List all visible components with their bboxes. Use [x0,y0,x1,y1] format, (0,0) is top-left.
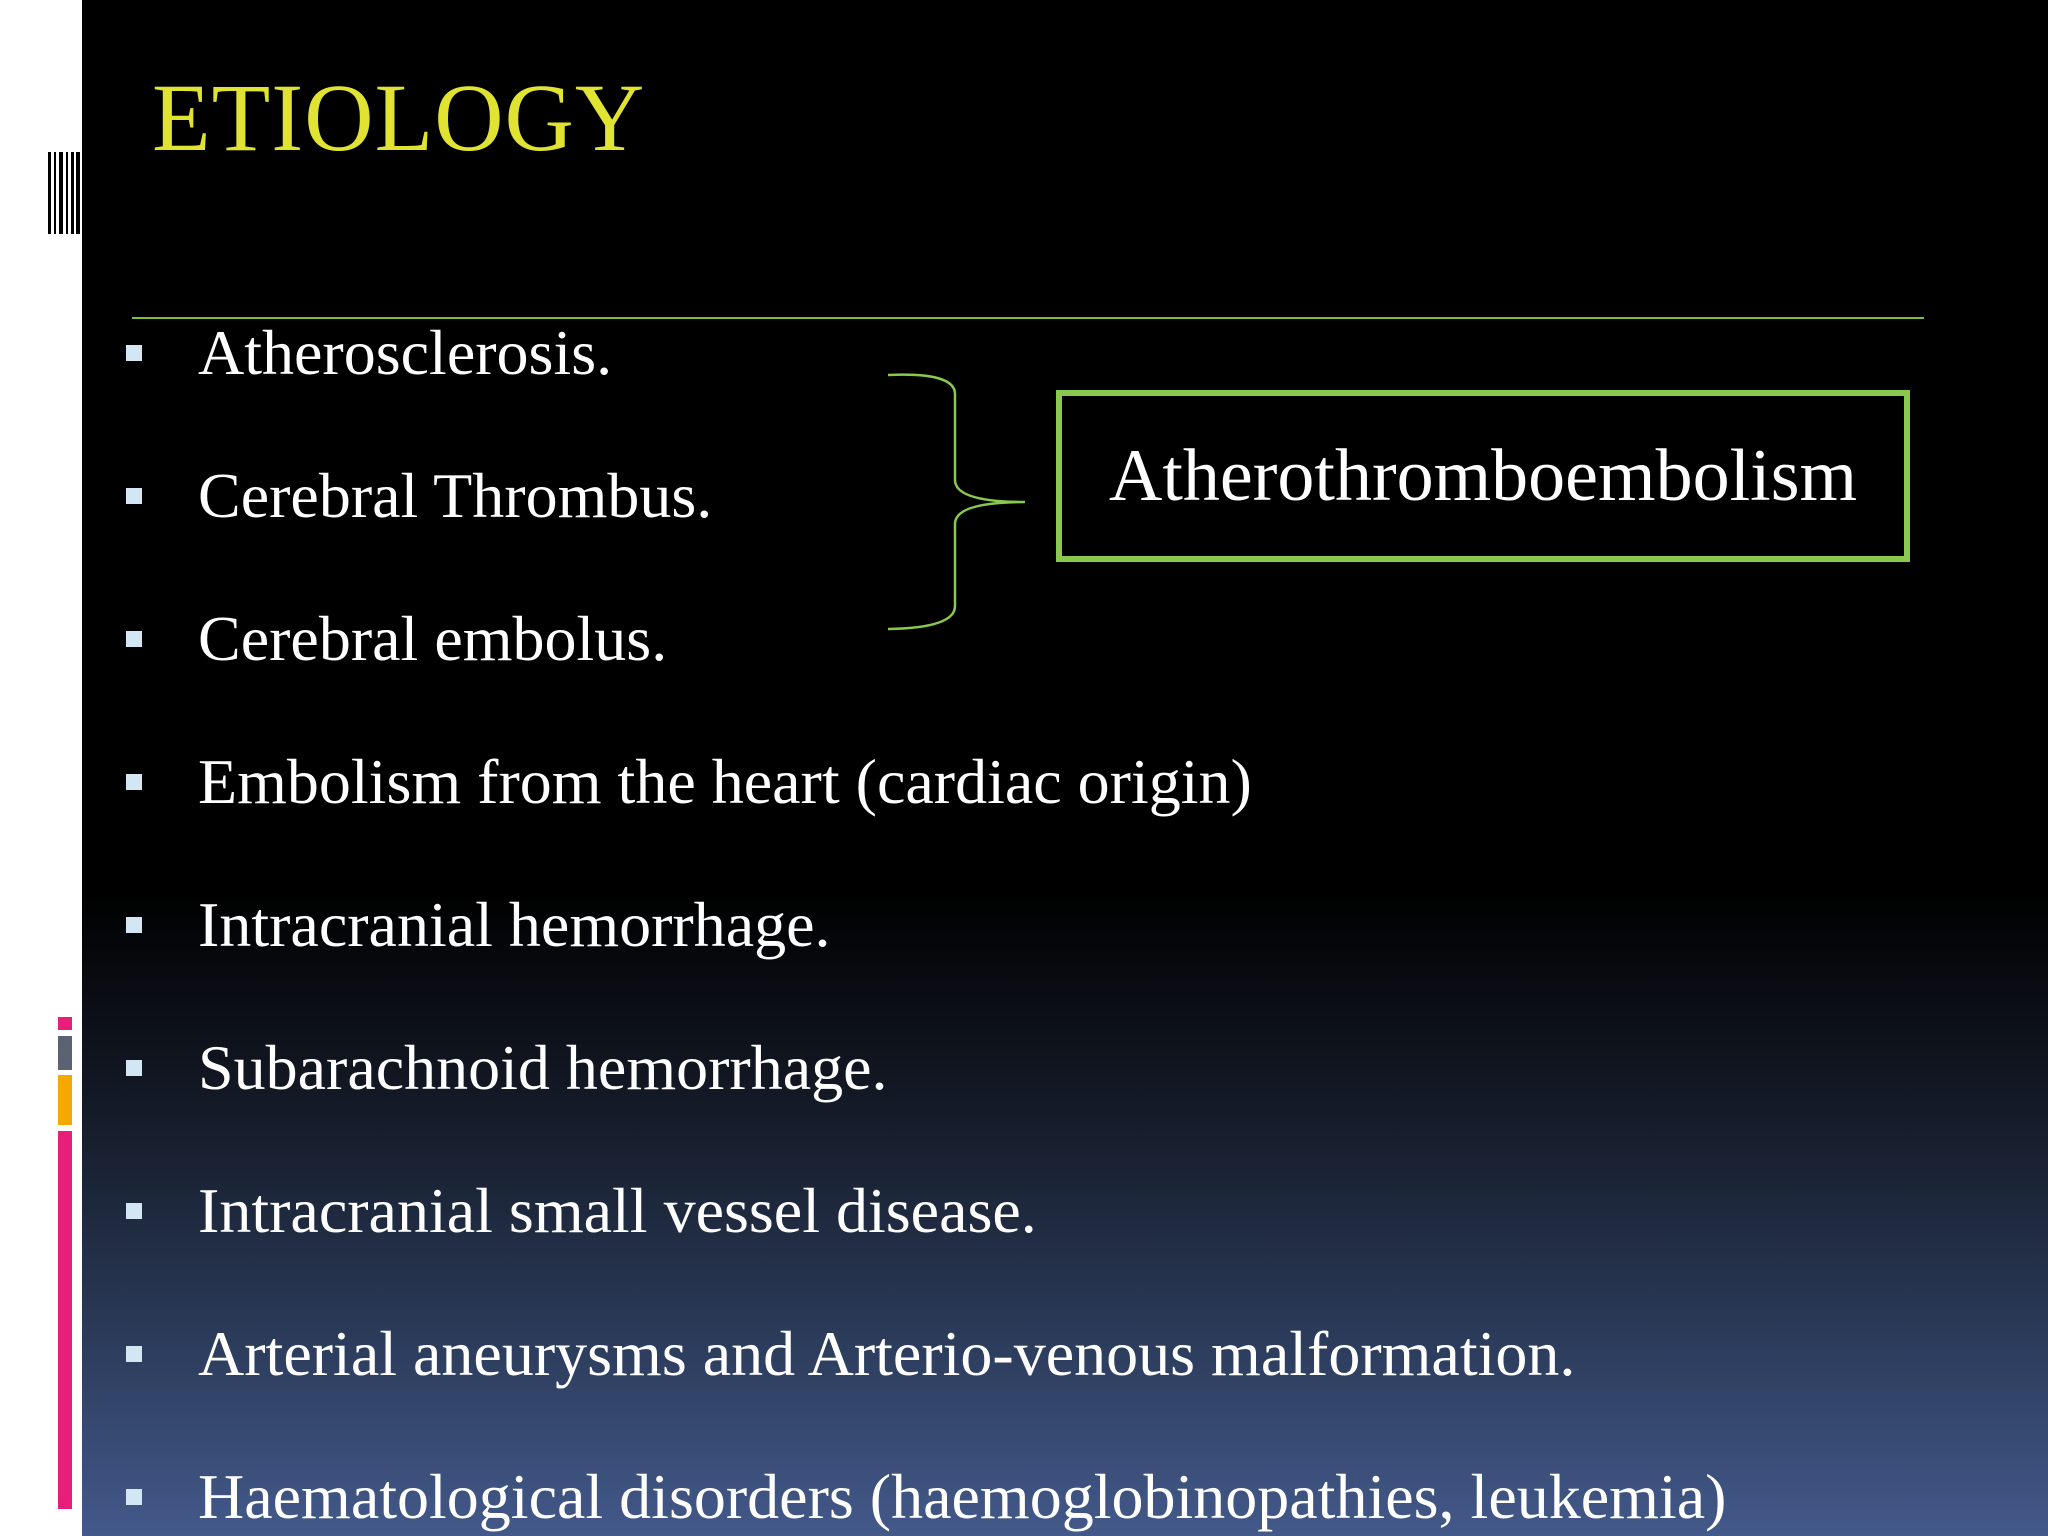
bullet-item [126,742,1252,822]
bullet-item [126,885,831,965]
callout-text: Atherothromboembolism [1108,435,1858,517]
bullet-item [126,313,612,393]
bullet-item [126,599,667,679]
bullet-item [126,1171,1037,1251]
square-bullet-icon [126,1203,142,1219]
bullet-text: Arterial aneurysms and Arterio-venous malformation. [198,1318,1576,1389]
bullet-text: Intracranial hemorrhage. [198,889,831,960]
slide-title: ETIOLOGY [152,64,646,171]
square-bullet-icon [126,345,142,361]
bullet-text: Embolism from the heart (cardiac origin) [198,746,1252,817]
square-bullet-icon [126,1489,142,1505]
square-bullet-icon [126,1346,142,1362]
bullet-text: Atherosclerosis. [198,317,613,388]
square-bullet-icon [126,631,142,647]
bullet-text: Haematological disorders (haemoglobinopathies, leukemia) [198,1461,1727,1532]
square-bullet-icon [126,774,142,790]
bullet-item [126,456,712,536]
square-bullet-icon [126,917,142,933]
bullet-text: Subarachnoid hemorrhage. [198,1032,888,1103]
bullet-text: Cerebral embolus. [198,603,668,674]
bullet-text: Cerebral Thrombus. [198,460,713,531]
square-bullet-icon [126,488,142,504]
callout-box [1056,390,1910,562]
bullet-item [126,1314,1575,1394]
bullet-item [126,1028,888,1108]
square-bullet-icon [126,1060,142,1076]
right-curly-brace-icon [880,366,1030,636]
bullet-text: Intracranial small vessel disease. [198,1175,1037,1246]
bullet-item [126,1457,1726,1536]
